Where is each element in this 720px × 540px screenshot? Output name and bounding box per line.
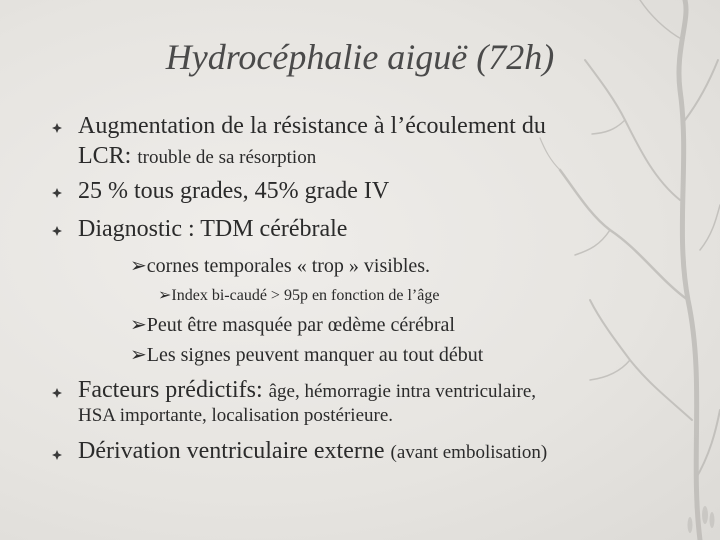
- arrow-bullet-icon: ➢: [158, 285, 172, 304]
- sub-item-3-text: Peut être masquée par œdème cérébral: [146, 314, 455, 336]
- bullet-5-heading: Dérivation ventriculaire externe: [78, 438, 391, 464]
- sub-item-2-text: Index bi-caudé > 95p en fonction de l’âge: [171, 287, 440, 304]
- slide-title: Hydrocéphalie aiguë (72h): [165, 37, 555, 77]
- bullet-1-lcr: LCR:: [78, 143, 138, 169]
- sub-item-1: [130, 253, 430, 278]
- bullet-4-heading: Facteurs prédictifs:: [78, 377, 269, 403]
- arrow-bullet-icon: ➢: [130, 253, 147, 277]
- diamond-clover-bullet-icon: [52, 450, 62, 460]
- bullet-4-line-1: [78, 377, 536, 404]
- bullet-1-line-1: Augmentation de la résistance à l’écoulement du: [78, 113, 546, 139]
- diamond-clover-bullet-icon: [52, 388, 62, 398]
- bullet-5-detail: (avant embolisation): [390, 442, 548, 463]
- diamond-clover-bullet-icon: [52, 123, 62, 133]
- bullet-1-line-2: [78, 143, 316, 170]
- bullet-4-line-2: HSA importante, localisation postérieure.: [78, 405, 394, 426]
- bullet-1-detail: trouble de sa résorption: [137, 147, 317, 168]
- diamond-clover-bullet-icon: [52, 188, 62, 198]
- bullet-2: 25 % tous grades, 45% grade IV: [78, 178, 390, 204]
- sub-item-4-text: Les signes peuvent manquer au tout début: [146, 344, 484, 366]
- sub-item-1-text: cornes temporales « trop » visibles.: [146, 255, 431, 277]
- bullet-3: Diagnostic : TDM cérébrale: [78, 216, 348, 242]
- sub-item-2: [158, 285, 439, 305]
- bullet-4-detail: âge, hémorragie intra ventriculaire,: [268, 381, 537, 402]
- arrow-bullet-icon: ➢: [130, 342, 147, 366]
- bullet-5: [78, 438, 547, 465]
- sub-item-4: [130, 342, 483, 367]
- arrow-bullet-icon: ➢: [130, 312, 147, 336]
- sub-item-3: [130, 312, 455, 337]
- diamond-clover-bullet-icon: [52, 226, 62, 236]
